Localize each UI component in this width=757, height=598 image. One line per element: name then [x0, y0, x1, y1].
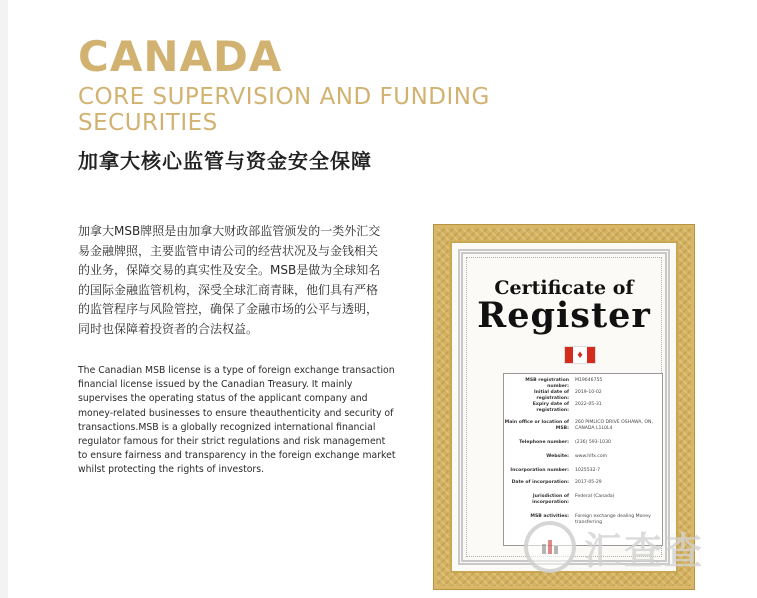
reg-label: Incorporation number:: [510, 468, 569, 473]
description-chinese: 加拿大MSB牌照是由加拿大财政部监管颁发的一类外汇交易金融牌照，主要监管申请公司的经营状况及与金钱相关的业务，保障交易的真实性及安全。MSB是做为全球知名的国际金融监管机构，深受全球汇商青睐，他们具有严格的监管程序与风险管控，确保了金融市场的公平与透明，同时也保障着投资者的合法权益。: [78, 224, 381, 336]
chart-magnifier-icon: [524, 521, 576, 573]
page-subtitle-chinese: 加拿大核心监管与资金安全保障: [78, 149, 372, 173]
reg-row: [504, 440, 662, 446]
reg-row: [504, 402, 662, 414]
reg-value: 2022-05-31: [575, 402, 602, 407]
reg-value: Federal (Canada): [575, 494, 615, 499]
watermark: [524, 520, 734, 574]
reg-row: [504, 378, 662, 390]
page-subtitle: CORE SUPERVISION AND FUNDING SECURITIES: [78, 84, 490, 136]
canada-flag-icon: [564, 346, 596, 364]
reg-value: 1025532-7: [575, 468, 601, 473]
reg-label: Telephone number:: [519, 440, 569, 445]
reg-label: Jurisdiction of incorporation:: [532, 494, 569, 505]
watermark-text: 汇查查: [584, 528, 705, 573]
reg-label: Date of incorporation:: [511, 480, 569, 485]
reg-value: 2019-10-02: [575, 390, 602, 395]
reg-row: [504, 390, 662, 402]
left-edge-strip: [0, 0, 8, 598]
description-english: The Canadian MSB license is a type of foreign exchange transaction financial license issued by the Canadian Treasury. It mainly supervises the operating status of the applicant company and money-related businesses to ensure theauthenticity and security of transactions.MSB is a globally recognized international financial regulator famous for their strict regulations and risk management to ensure fairness and transparency in the foreign exchange market whilst protecting the rights of investors.: [78, 365, 396, 476]
reg-row: [504, 468, 662, 474]
reg-row: [504, 480, 662, 486]
reg-value: 260 PIMLICO DRIVE OSHAWA, ON, CANADA L1L0L4: [575, 420, 653, 431]
certificate-title-line1: Certificate of: [494, 277, 634, 299]
reg-row: [504, 420, 662, 432]
reg-value: Foreign exchange dealing Money transferring: [575, 514, 651, 525]
page-title: CANADA: [78, 32, 283, 81]
reg-label: Expiry date of registration:: [532, 402, 569, 413]
reg-label: Main office or location of MSB:: [504, 420, 569, 431]
reg-row: [504, 494, 662, 506]
reg-label: Initial date of registration:: [533, 390, 569, 401]
reg-label: MSB registration number:: [525, 378, 569, 389]
reg-value: M19646755: [575, 378, 603, 383]
reg-label: Website:: [546, 454, 569, 459]
reg-label: MSB activities:: [530, 514, 569, 519]
reg-value: (236) 593-1030: [575, 440, 611, 445]
reg-value: www.hlfx.com: [575, 454, 608, 459]
reg-row: [504, 454, 662, 460]
certificate-title-line2: Register: [477, 295, 651, 336]
reg-value: 2017-05-29: [575, 480, 602, 485]
